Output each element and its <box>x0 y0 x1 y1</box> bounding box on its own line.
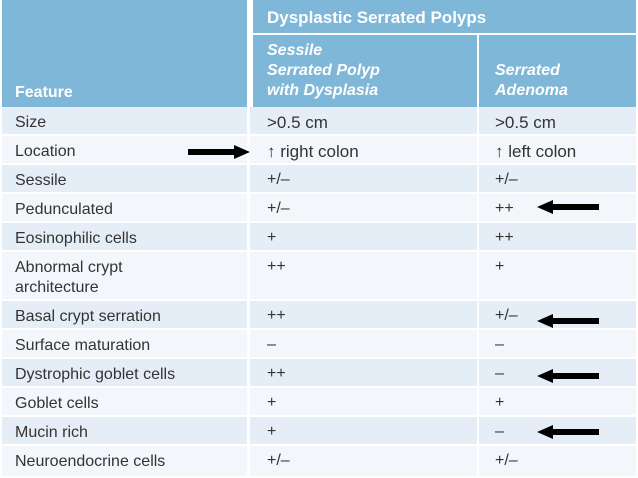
table-row-abnormal-crypt <box>2 252 636 301</box>
feature-cell: Size <box>2 107 250 134</box>
sa-cell: – <box>495 423 504 440</box>
table-row-neuroendocrine <box>2 446 636 476</box>
sa-column-header <box>479 35 636 107</box>
left-pointing-arrow-icon <box>537 200 599 212</box>
sa-cell: >0.5 cm <box>495 113 556 132</box>
ssp-cell: + <box>253 388 479 415</box>
ssp-column-header <box>253 35 479 107</box>
group-title-cell <box>253 0 636 35</box>
sa-cell: + <box>495 258 505 275</box>
feature-header-label: Feature <box>15 84 73 101</box>
feature-cell: Sessile <box>2 165 250 192</box>
ssp-cell: ++ <box>253 359 479 386</box>
feature-cell: Neuroendocrine cells <box>2 446 250 476</box>
feature-cell: Mucin rich <box>2 417 250 444</box>
ssp-cell: + <box>253 223 479 250</box>
left-pointing-arrow-icon <box>537 314 599 326</box>
feature-cell: Basal crypt serration <box>2 301 250 328</box>
group-title-label: Dysplastic Serrated Polyps <box>267 8 487 27</box>
feature-cell: Location <box>2 136 250 163</box>
sa-cell: ++ <box>495 200 514 217</box>
sa-cell: +/– <box>495 307 518 324</box>
ssp-cell: +/– <box>253 194 479 221</box>
feature-column-header <box>2 0 250 107</box>
table-row-sessile <box>2 165 636 194</box>
feature-cell: Dystrophic goblet cells <box>2 359 250 386</box>
ssp-cell: ++ <box>253 252 479 299</box>
ssp-cell: +/– <box>253 446 479 476</box>
feature-cell: Eosinophilic cells <box>2 223 250 250</box>
serrated-polyps-table <box>2 0 636 476</box>
sa-cell: +/– <box>495 171 518 188</box>
ssp-cell: ↑ right colon <box>253 136 479 163</box>
table-row-surface-maturation <box>2 330 636 359</box>
sa-cell: – <box>495 336 504 353</box>
left-pointing-arrow-icon <box>537 425 599 437</box>
dysplastic-group-header <box>253 0 636 107</box>
ssp-cell: + <box>253 417 479 444</box>
left-pointing-arrow-icon <box>537 369 599 381</box>
feature-cell: Surface maturation <box>2 330 250 357</box>
table-row-size <box>2 107 636 136</box>
sa-header-label: Serrated Adenoma <box>495 62 568 99</box>
feature-cell: Abnormal crypt architecture <box>2 252 250 299</box>
ssp-cell: +/– <box>253 165 479 192</box>
table-row-location <box>2 136 636 165</box>
right-pointing-arrow-icon <box>188 145 250 157</box>
sa-cell: ++ <box>495 229 514 246</box>
table-header <box>2 0 636 107</box>
sa-cell: + <box>495 394 505 411</box>
ssp-cell: ++ <box>253 301 479 328</box>
table-row-goblet-cells <box>2 388 636 417</box>
ssp-cell: – <box>253 330 479 357</box>
table-row-eosinophilic <box>2 223 636 252</box>
feature-cell: Pedunculated <box>2 194 250 221</box>
sa-cell: – <box>495 365 504 382</box>
sa-cell: ↑ left colon <box>495 142 577 161</box>
ssp-cell: >0.5 cm <box>253 107 479 134</box>
ssp-header-label: Sessile Serrated Polyp with Dysplasia <box>267 42 380 99</box>
feature-cell: Goblet cells <box>2 388 250 415</box>
sa-cell: +/– <box>495 452 518 469</box>
